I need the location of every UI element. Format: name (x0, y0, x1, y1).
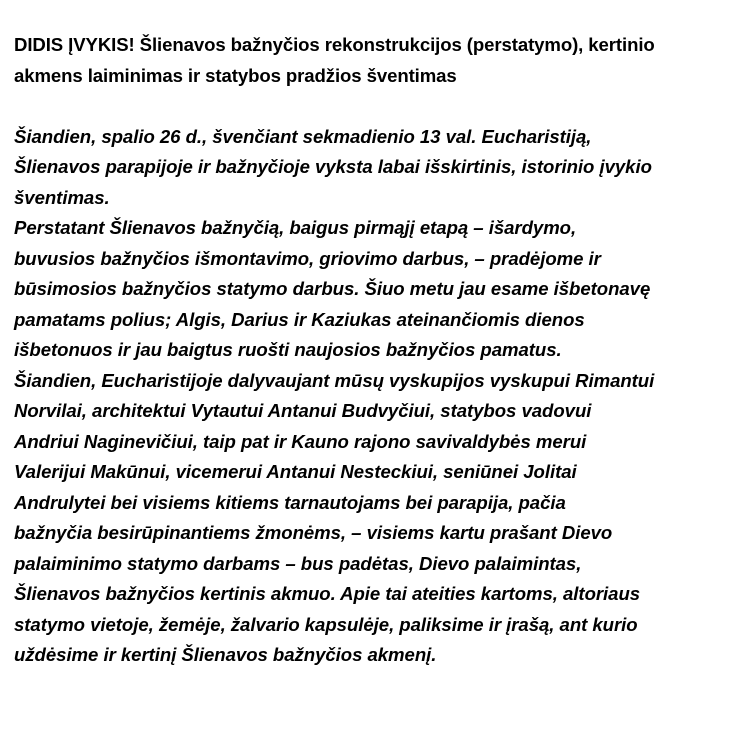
title-line: DIDIS ĮVYKIS! Šlienavos bažnyčios rekonstrukcijos (perstatymo), kertinio (14, 34, 655, 55)
paragraph-gap (14, 91, 744, 122)
body-line: buvusios bažnyčios išmontavimo, griovimo darbus, – pradėjome ir (14, 247, 601, 269)
document-body (14, 122, 744, 671)
body-line: Perstatant Šlienavos bažnyčią, baigus pirmąjį etapą – išardymo, (14, 217, 577, 238)
body-line: Šiandien, Eucharistijoje dalyvaujant mūsų vyskupijos vyskupui Rimantui (14, 369, 655, 391)
body-line: Andriui Naginevičiui, taip pat ir Kauno rajono savivaldybės merui (14, 430, 587, 452)
document-page (14, 30, 744, 671)
body-line: Valerijui Makūnui, vicemerui Antanui Nesteckiui, seniūnei Jolitai (14, 461, 577, 482)
body-line: palaiminimo statymo darbams – bus padėtas, Dievo palaimintas, (14, 552, 582, 574)
document-title (14, 30, 744, 91)
body-line: statymo vietoje, žemėje, žalvario kapsulėje, paliksime ir įrašą, ant kurio (14, 613, 638, 635)
body-line: išbetonuos ir jau baigtus ruošti naujosios bažnyčios pamatus. (14, 339, 562, 360)
body-line: būsimosios bažnyčios statymo darbus. Šiuo metu jau esame išbetonavę (14, 278, 651, 299)
body-line: uždėsime ir kertinį Šlienavos bažnyčios akmenį. (14, 644, 437, 665)
body-line: Andrulytei bei visiems kitiems tarnautojams bei parapija, pačia (14, 491, 566, 513)
body-line: Šlienavos bažnyčios kertinis akmuo. Apie tai ateities kartoms, altoriaus (14, 583, 641, 604)
body-line: Norvilai, architektui Vytautui Antanui Budvyčiui, statybos vadovui (14, 400, 592, 421)
title-line: akmens laiminimas ir statybos pradžios šventimas (14, 64, 457, 86)
body-line: Šlienavos parapijoje ir bažnyčioje vyksta labai išskirtinis, istorinio įvykio (14, 156, 652, 177)
body-line: Šiandien, spalio 26 d., švenčiant sekmadienio 13 val. Eucharistiją, (14, 125, 592, 147)
body-line: bažnyčia besirūpinantiems žmonėms, – visiems kartu prašant Dievo (14, 522, 613, 543)
body-line: šventimas. (14, 186, 110, 208)
body-line: pamatams polius; Algis, Darius ir Kaziukas ateinančiomis dienos (14, 308, 585, 330)
